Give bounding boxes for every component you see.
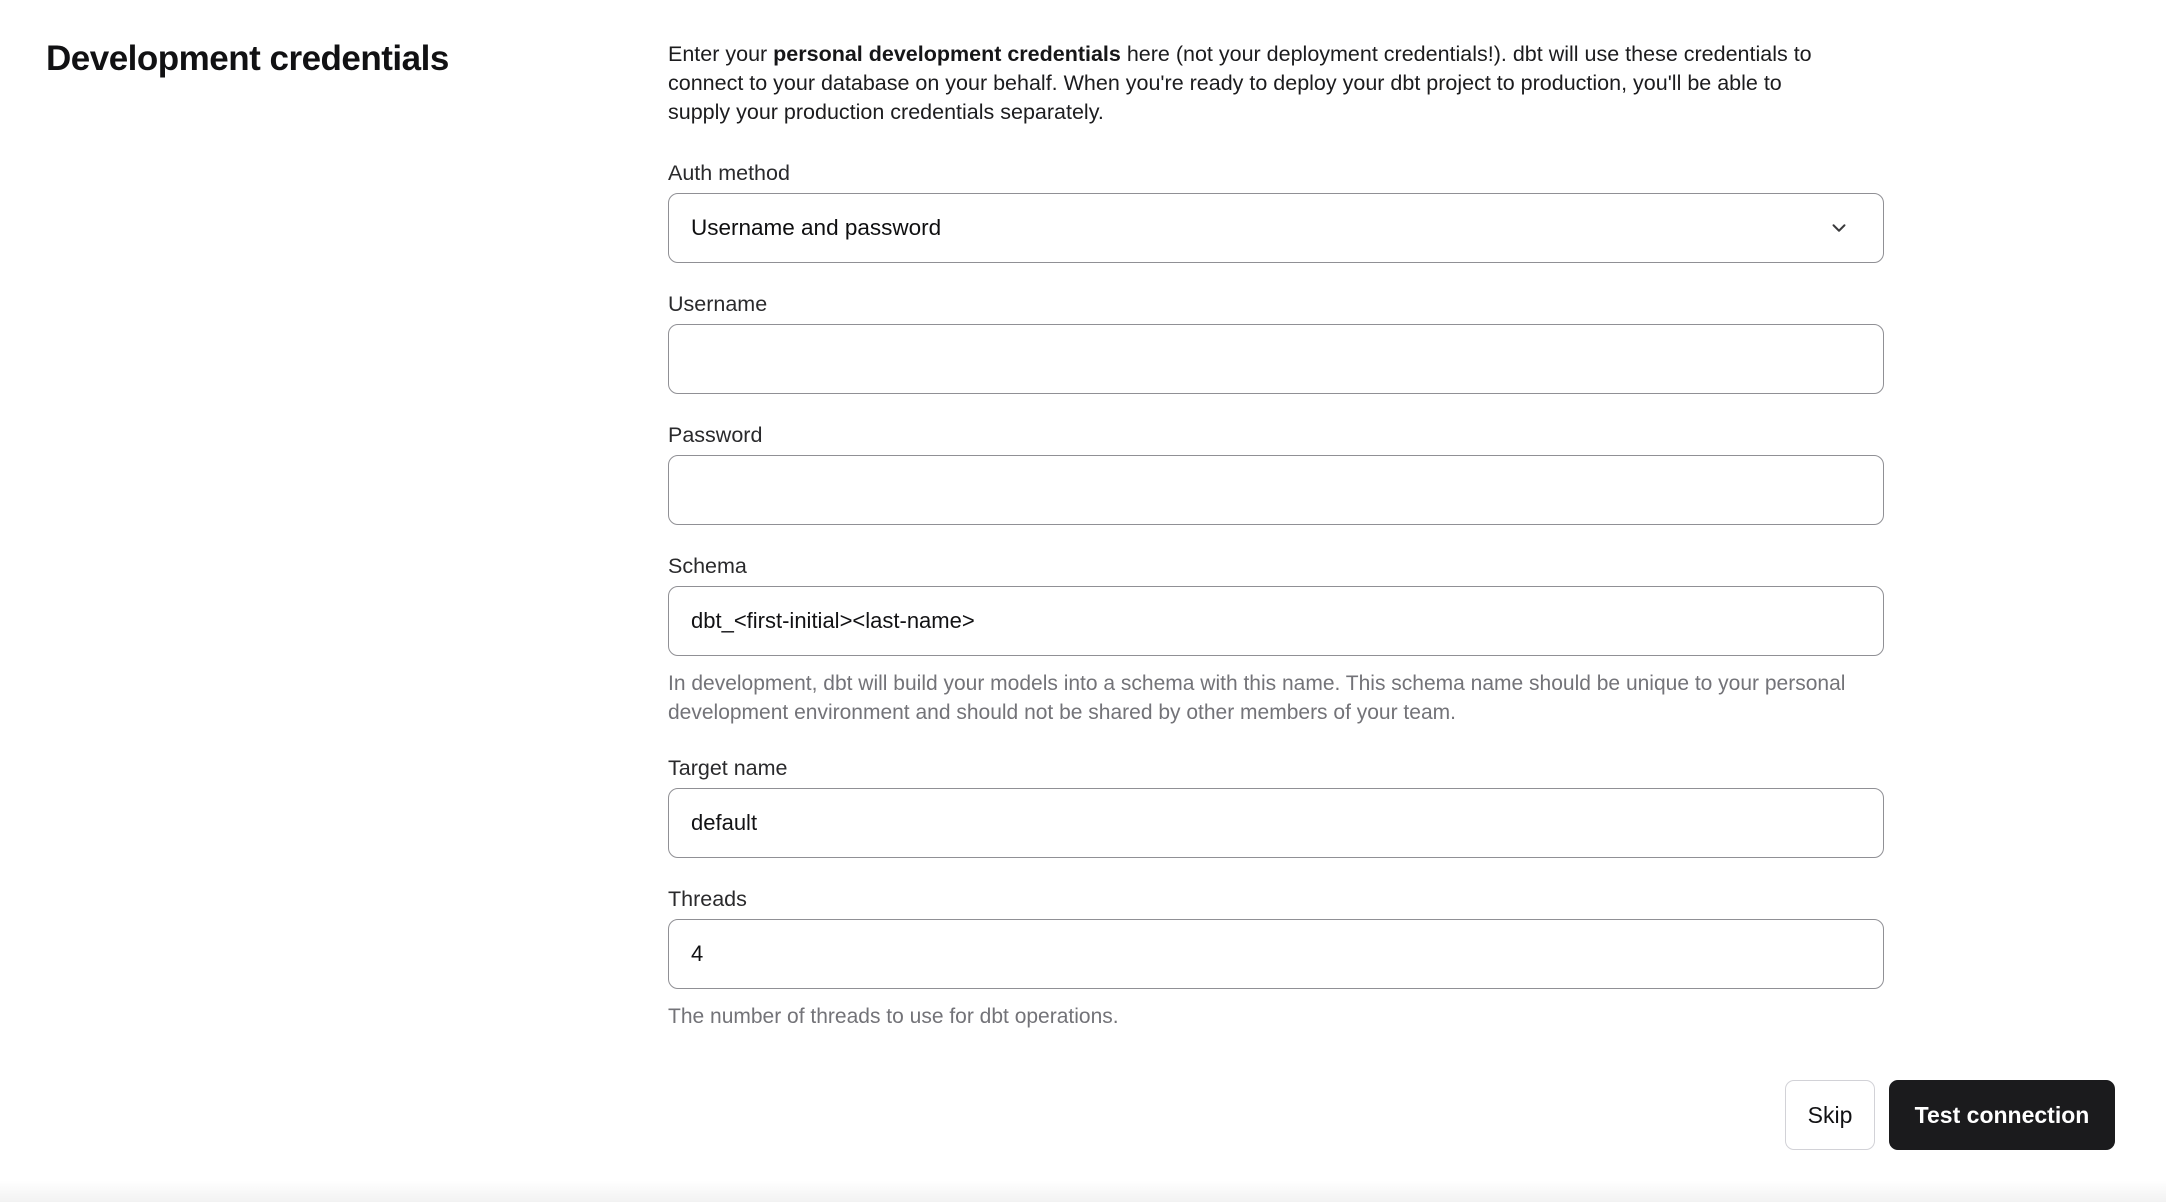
auth-method-field [668,160,1884,263]
schema-field [668,553,1884,727]
footer-actions [1785,1080,2115,1150]
schema-label: Schema [668,554,747,578]
credentials-form [668,40,1884,1059]
description-text-suffix: here (not your deployment credentials!). dbt will use these credentials to connect to your database on your behalf. When you're ready to deploy your dbt project to production, you'll be able to supply your production credentials separately. [668,42,1812,124]
page-title: Development credentials [46,39,449,78]
target-name-field [668,755,1884,858]
test-connection-button[interactable]: Test connection [1889,1080,2115,1150]
threads-input[interactable] [668,919,1884,989]
target-name-input[interactable] [668,788,1884,858]
password-input[interactable] [668,455,1884,525]
skip-button[interactable]: Skip [1785,1080,1875,1150]
title-column [46,38,646,80]
target-name-label: Target name [668,756,788,780]
auth-method-selected-value: Username and password [691,215,942,240]
password-label: Password [668,423,763,447]
schema-helper-text: In development, dbt will build your models into a schema with this name. This schema name should be unique to your personal development environment and should not be shared by other members of your team. [668,672,1846,724]
auth-method-select[interactable] [668,193,1884,263]
threads-helper-text: The number of threads to use for dbt operations. [668,1005,1119,1028]
page-description [668,40,1848,127]
password-field [668,422,1884,525]
username-field [668,291,1884,394]
chevron-down-icon [1827,216,1851,240]
description-text-bold: personal development credentials [773,42,1121,66]
username-input[interactable] [668,324,1884,394]
threads-label: Threads [668,887,747,911]
bottom-page-edge [0,1180,2166,1202]
threads-field [668,886,1884,1031]
username-label: Username [668,292,768,316]
schema-input[interactable] [668,586,1884,656]
auth-method-label: Auth method [668,161,790,185]
description-text-prefix: Enter your [668,42,774,66]
